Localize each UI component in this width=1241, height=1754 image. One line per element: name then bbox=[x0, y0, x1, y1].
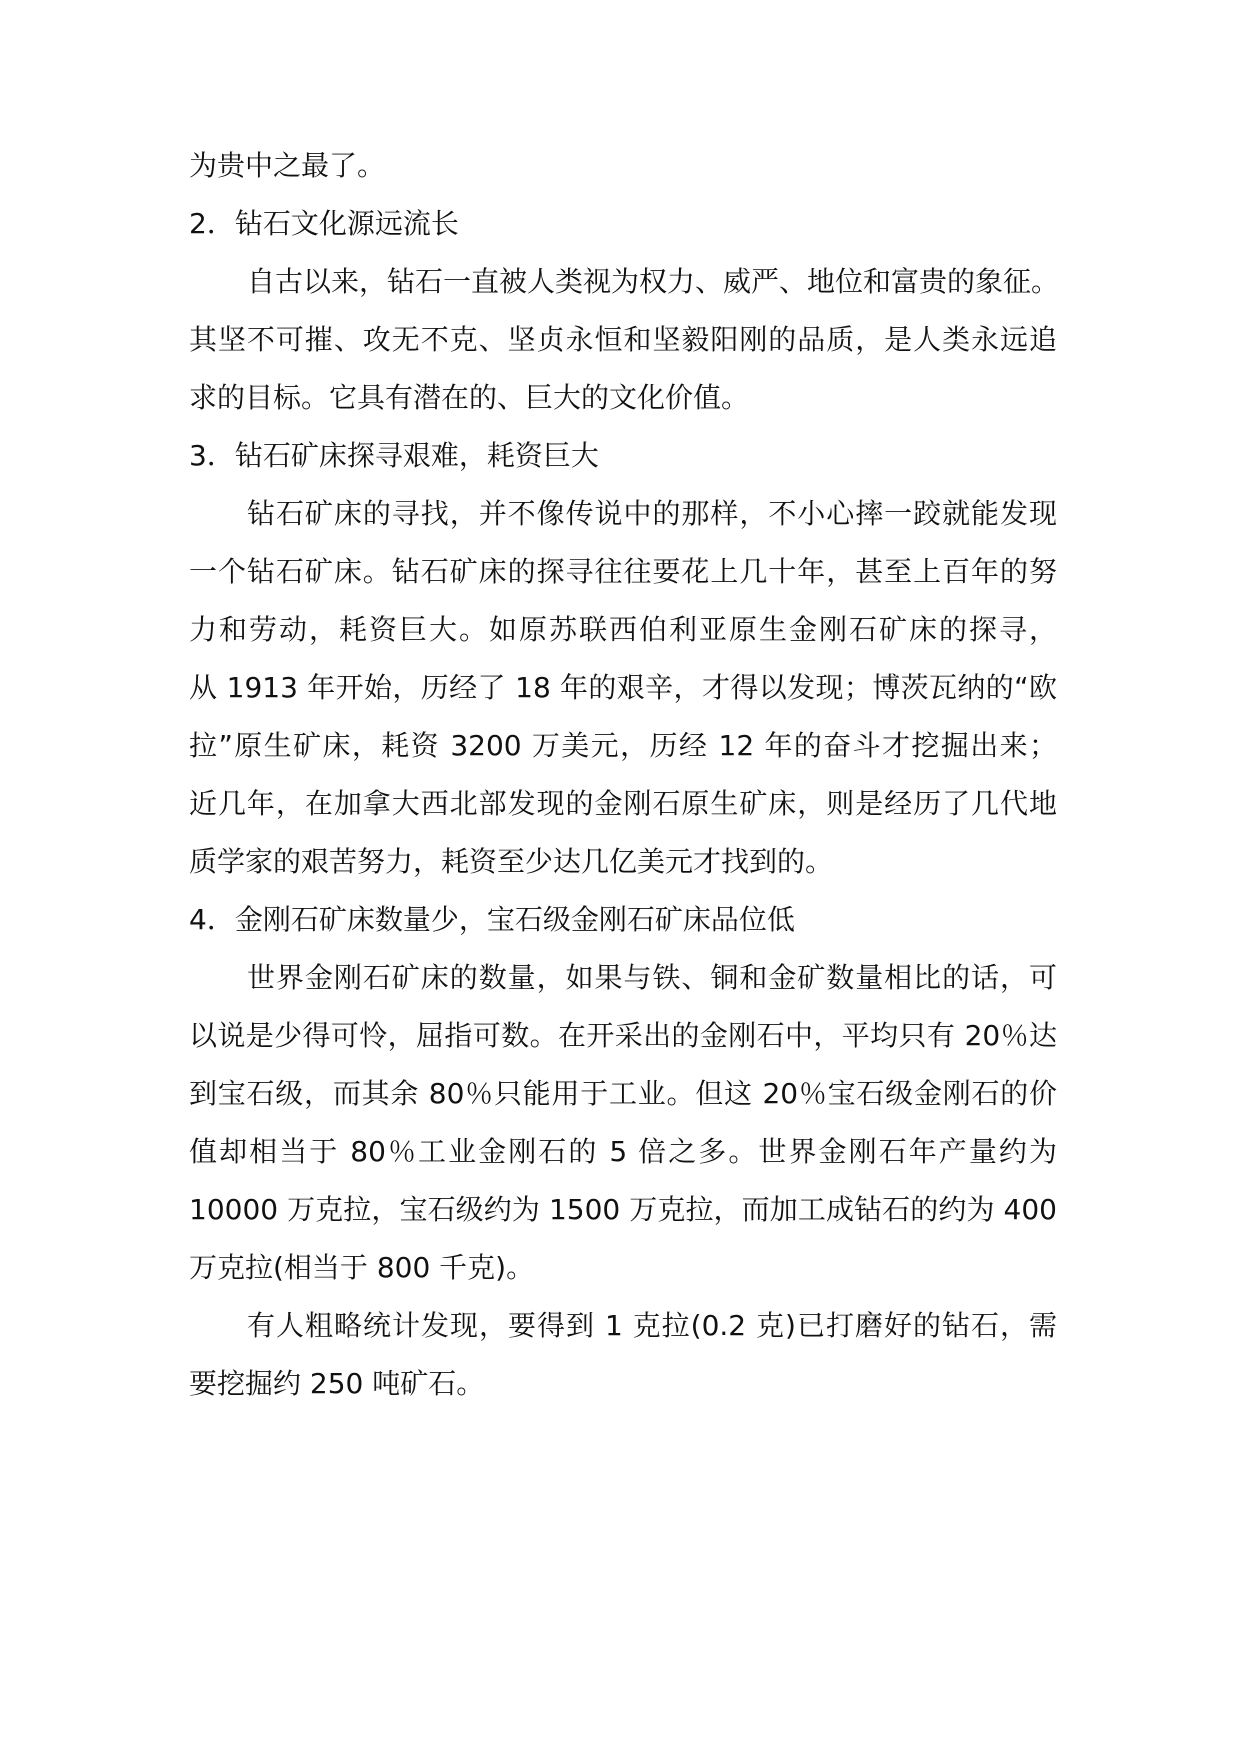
paragraph-line: 10000 万克拉，宝石级约为 1500 万克拉，而加工成钻石的约为 400 bbox=[189, 1193, 1057, 1226]
paragraph-line: 以说是少得可怜，屈指可数。在开采出的金刚石中，平均只有 20％达 bbox=[189, 1019, 1057, 1052]
paragraph-line: 钻石矿床的寻找，并不像传说中的那样，不小心摔一跤就能发现 bbox=[247, 497, 1057, 530]
section-heading-2: 2．钻石文化源远流长 bbox=[189, 207, 459, 240]
paragraph-line: 力和劳动，耗资巨大。如原苏联西伯利亚原生金刚石矿床的探寻， bbox=[189, 613, 1057, 646]
paragraph-line: 到宝石级，而其余 80％只能用于工业。但这 20％宝石级金刚石的价 bbox=[189, 1077, 1057, 1110]
section-heading-4: 4．金刚石矿床数量少，宝石级金刚石矿床品位低 bbox=[189, 903, 795, 936]
paragraph-line: 从 1913 年开始，历经了 18 年的艰辛，才得以发现；博茨瓦纳的“欧 bbox=[189, 671, 1057, 704]
paragraph-line: 一个钻石矿床。钻石矿床的探寻往往要花上几十年，甚至上百年的努 bbox=[189, 555, 1057, 588]
paragraph-line: 其坚不可摧、攻无不克、坚贞永恒和坚毅阳刚的品质，是人类永远追 bbox=[189, 323, 1057, 356]
paragraph-line: 万克拉(相当于 800 千克)。 bbox=[189, 1251, 535, 1284]
paragraph-line: 拉”原生矿床，耗资 3200 万美元，历经 12 年的奋斗才挖掘出来； bbox=[189, 729, 1057, 762]
paragraph-line: 质学家的艰苦努力，耗资至少达几亿美元才找到的。 bbox=[189, 845, 834, 878]
paragraph-line: 有人粗略统计发现，要得到 1 克拉(0.2 克)已打磨好的钻石，需 bbox=[247, 1309, 1057, 1342]
paragraph-end-line: 为贵中之最了。 bbox=[189, 149, 386, 182]
paragraph-line: 自古以来，钻石一直被人类视为权力、威严、地位和富贵的象征。 bbox=[247, 265, 1060, 298]
paragraph-line: 近几年，在加拿大西北部发现的金刚石原生矿床，则是经历了几代地 bbox=[189, 787, 1057, 820]
paragraph-line: 要挖掘约 250 吨矿石。 bbox=[189, 1367, 485, 1400]
section-heading-3: 3．钻石矿床探寻艰难，耗资巨大 bbox=[189, 439, 599, 472]
paragraph-line: 世界金刚石矿床的数量，如果与铁、铜和金矿数量相比的话，可 bbox=[247, 961, 1057, 994]
paragraph-line: 求的目标。它具有潜在的、巨大的文化价值。 bbox=[189, 381, 750, 414]
paragraph-line: 值却相当于 80％工业金刚石的 5 倍之多。世界金刚石年产量约为 bbox=[189, 1135, 1057, 1168]
